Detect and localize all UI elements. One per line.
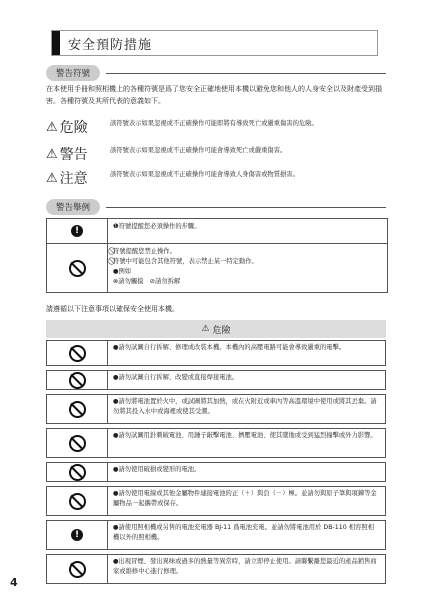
warning-triangle-icon: ⚠ [46,119,58,135]
header-bar [52,31,60,55]
divider [106,207,386,208]
level-caution [46,168,386,188]
prohibited-icon [69,561,86,578]
danger-title: 危險 [212,325,231,336]
danger-row [46,486,386,516]
warning-triangle-icon: ⚠ [46,146,58,162]
danger-text: ●出現冒煙、發出異味或過多的熱量等異常時，請立即停止使用。請聯繫離您最近的產品銷售商家或維修中心進行修理。 [113,558,377,575]
page-number: 4 [10,576,18,589]
level-danger [46,117,386,137]
level-desc: 該符號表示如果忽視或不正確操作可能即將有導致死亡或嚴重傷害的危險。 [110,120,318,127]
danger-icon-cell [47,429,108,457]
example-line [113,257,382,267]
danger-row [46,428,386,458]
example-row [47,244,387,292]
section-examples [46,199,386,215]
danger-text: ●請勿使用電線或其他金屬物件連接電池的正（＋）與負（－）極。並請勿與原子筆與項鍊等金屬物品一起攜帶或保存。 [113,490,377,507]
danger-band [46,320,386,338]
danger-text: ●請勿將電池置於火中，或試圖將其加熱，或在火附近或車內等高溫環境中使用或將其丟棄。請勿將其投入水中或海裡或使其受潮。 [113,398,377,415]
level-warning [46,144,386,164]
note-text: 請遵循以下注意事項以確保安全使用本機。 [46,305,179,313]
caution-symbol [46,168,110,188]
mandatory-icon: ! [71,225,83,237]
prohibited-icon [69,435,86,452]
intro-text: 在本使用手冊和照相機上的各種符號是爲了您安全正確地使用本機以避免您和他人的人身安全以及財產受到損害。各種符號及其所代表的意義如下。 [46,85,382,105]
warning-triangle-icon: ⚠ [201,324,210,334]
example-line: ⊗請勿觸摸 ⊘請勿拆解 [113,278,181,285]
danger-row [46,394,386,424]
prohibited-icon [69,493,86,510]
prohibited-icon [69,464,86,481]
warning-triangle-icon: ⚠ [46,170,58,186]
no-touch-label: 請勿觸摸 [118,278,144,285]
level-word: 警告 [59,147,88,163]
danger-text: ●請勿試圖自行拆解、改變或直接焊接電池。 [113,374,239,381]
page-title: 安全預防措施 [68,37,153,53]
example-text: ❶符號提醒您必須操作的步驟。 [113,223,201,230]
example-icon-cell [47,244,108,292]
danger-text: ●請使用照相機或另售的電池充電器 BJ-11 爲電池充電。並請勿將電池用於 DB-110 相容照相機以外的照相機。 [113,524,374,541]
danger-icon-cell [47,463,108,481]
danger-list [46,340,386,588]
danger-text: ●請勿使用破損或變形的電池。 [113,466,201,473]
danger-icon-cell [47,521,108,549]
example-line: ●例如 [113,268,132,275]
section-label: 警告符號 [46,65,100,81]
danger-row [46,554,386,584]
no-disassemble-icon [69,345,86,362]
level-word: 注意 [59,171,88,187]
danger-text: ●請勿試圖自行拆解、修理或改裝本機。本機內的高壓電路可能會導致嚴重的電擊。 [113,344,346,351]
danger-row [46,370,386,390]
section-label: 警告舉例 [46,199,100,215]
danger-icon-cell [47,487,108,515]
example-row [47,219,387,244]
example-prohibit-text2: 符號中可能包含其他符號，表示禁止某一特定動作。 [113,258,258,265]
danger-row [46,520,386,550]
no-disassemble-label: 請勿拆解 [155,278,181,285]
mandatory-icon: ! [71,529,83,541]
example-text [108,244,387,292]
danger-row [46,462,386,482]
page-header [51,30,378,56]
example-line [113,247,382,257]
example-icon-cell [47,219,108,243]
level-word: 危險 [59,120,88,136]
no-disassemble-icon [69,372,86,389]
level-desc: 該符號表示如果忽視或不正確操作可能會導致死亡或嚴重傷害。 [110,147,287,154]
danger-icon-cell [47,395,108,423]
section-symbols [46,65,386,81]
examples-table [46,218,388,293]
danger-symbol [46,117,110,137]
example-mandatory-text: 符號提醒您必須操作的步驟。 [118,223,201,230]
warning-symbol [46,144,110,164]
example-prohibit-text: 符號提醒您禁止操作。 [113,248,176,255]
prohibited-icon [69,401,86,418]
danger-row [46,340,386,366]
danger-icon-cell [47,371,108,389]
divider [106,73,386,74]
level-desc: 該符號表示如果忽視或不正確操作可能會導致人身傷害或物質損害。 [110,171,299,178]
danger-text: ●請勿試圖用針刺破電池、用錘子敲擊電池、擠壓電池、使其墜地或受到猛烈撞擊或外力影響。 [113,432,377,439]
danger-icon-cell [47,555,108,583]
prohibited-icon [69,260,86,277]
danger-icon-cell [47,341,108,365]
